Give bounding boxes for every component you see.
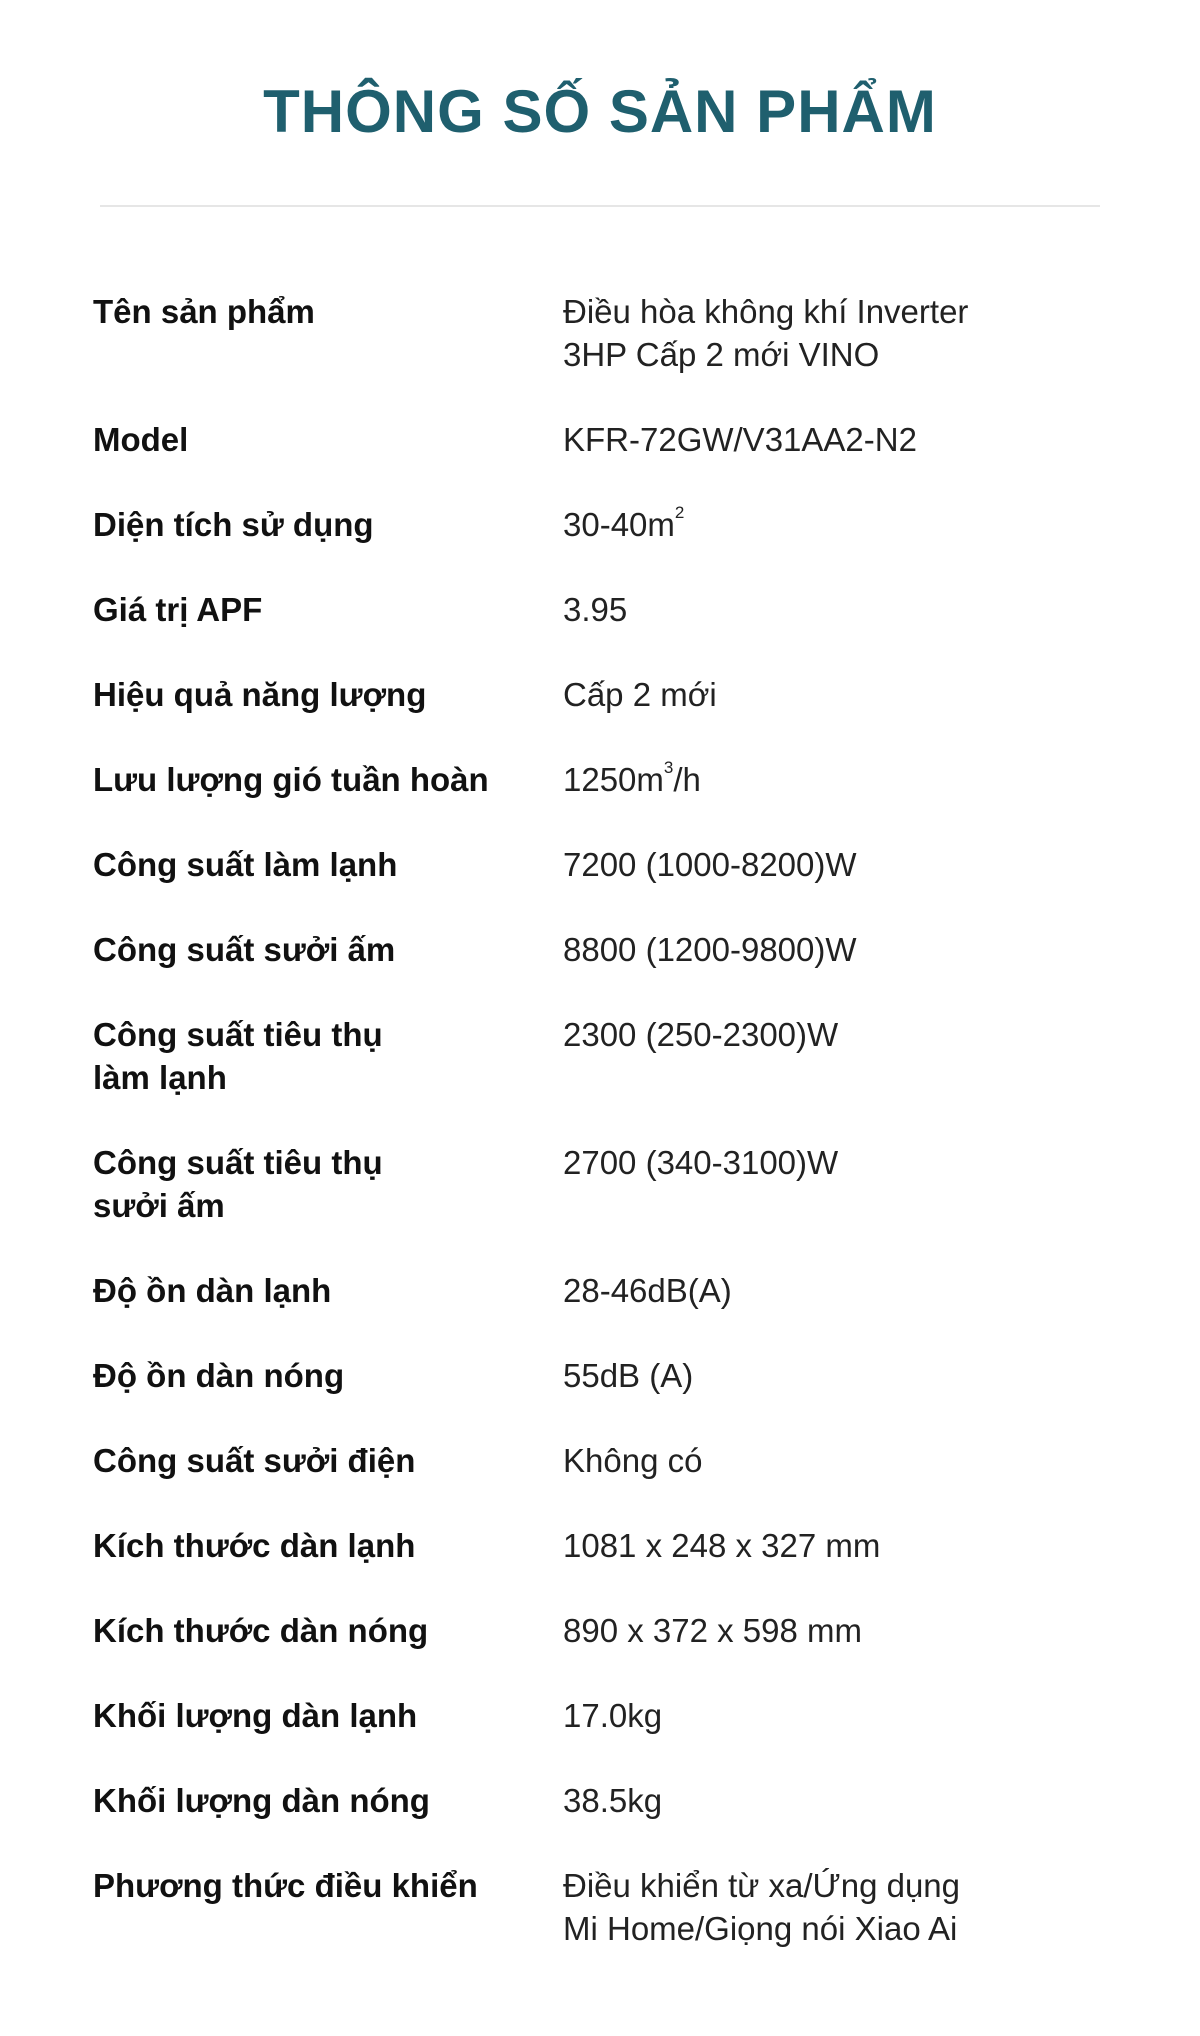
spec-value-main: 30-40m [563,506,675,543]
spec-value: 890 x 372 x 598 mm [563,1612,862,1649]
spec-row-apf [93,588,1093,673]
spec-value-suffix: /h [673,761,701,798]
spec-label: Phương thức điều khiển [93,1867,478,1904]
spec-value: 17.0kg [563,1697,663,1734]
spec-label: Công suất tiêu thụ sưởi ấm [93,1144,383,1224]
spec-value [563,758,1093,801]
spec-label: Công suất làm lạnh [93,846,398,883]
spec-label: Kích thước dàn nóng [93,1612,429,1649]
spec-value: 55dB (A) [563,1357,694,1394]
spec-row-model [93,418,1093,503]
spec-value: KFR-72GW/V31AA2-N2 [563,421,917,458]
spec-label: Công suất sưởi điện [93,1442,416,1479]
spec-value: 1081 x 248 x 327 mm [563,1527,881,1564]
spec-row-indoor-dimensions [93,1524,1093,1609]
spec-label: Khối lượng dàn lạnh [93,1697,418,1734]
spec-row-heating-capacity [93,928,1093,1013]
spec-label: Công suất sưởi ấm [93,931,396,968]
spec-label: Khối lượng dàn nóng [93,1782,430,1819]
spec-row-control-method [93,1864,1093,1992]
spec-value: 3.95 [563,591,628,628]
spec-value: 2700 (340-3100)W [563,1144,839,1181]
spec-value: 38.5kg [563,1782,663,1819]
spec-value [563,503,1093,546]
spec-label: Hiệu quả năng lượng [93,676,427,713]
spec-label: Tên sản phẩm [93,293,315,330]
title-divider [100,205,1100,207]
spec-value: 8800 (1200-9800)W [563,931,857,968]
spec-label: Diện tích sử dụng [93,506,374,543]
spec-row-heating-power-consumption [93,1141,1093,1269]
spec-row-energy-efficiency [93,673,1093,758]
spec-label: Độ ồn dàn nóng [93,1357,345,1394]
spec-row-outdoor-weight [93,1779,1093,1864]
spec-label: Giá trị APF [93,591,263,628]
spec-value-main: 1250m [563,761,664,798]
spec-value: Điều hòa không khí Inverter 3HP Cấp 2 mới VINO [563,293,969,373]
superscript: 2 [674,503,685,522]
spec-row-product-name [93,290,1093,418]
superscript: 3 [663,758,674,777]
page-title: THÔNG SỐ SẢN PHẨM [263,78,937,145]
spec-label: Công suất tiêu thụ làm lạnh [93,1016,383,1096]
spec-label: Độ ồn dàn lạnh [93,1272,332,1309]
spec-row-outdoor-noise [93,1354,1093,1439]
spec-row-outdoor-dimensions [93,1609,1093,1694]
spec-value: 7200 (1000-8200)W [563,846,857,883]
spec-value: 28-46dB(A) [563,1272,732,1309]
spec-row-indoor-noise [93,1269,1093,1354]
spec-label: Lưu lượng gió tuần hoàn [93,761,489,798]
spec-row-indoor-weight [93,1694,1093,1779]
spec-value: Điều khiển từ xa/Ứng dụng Mi Home/Giọng nói Xiao Ai [563,1867,961,1947]
spec-row-electric-heating [93,1439,1093,1524]
spec-row-cooling-power-consumption [93,1013,1093,1141]
spec-label: Kích thước dàn lạnh [93,1527,416,1564]
spec-label: Model [93,421,189,458]
spec-table [93,290,1093,1992]
spec-row-airflow [93,758,1093,843]
spec-value: Cấp 2 mới [563,676,717,713]
spec-value: Không có [563,1442,703,1479]
spec-row-cooling-capacity [93,843,1093,928]
spec-row-area [93,503,1093,588]
spec-value: 2300 (250-2300)W [563,1016,839,1053]
